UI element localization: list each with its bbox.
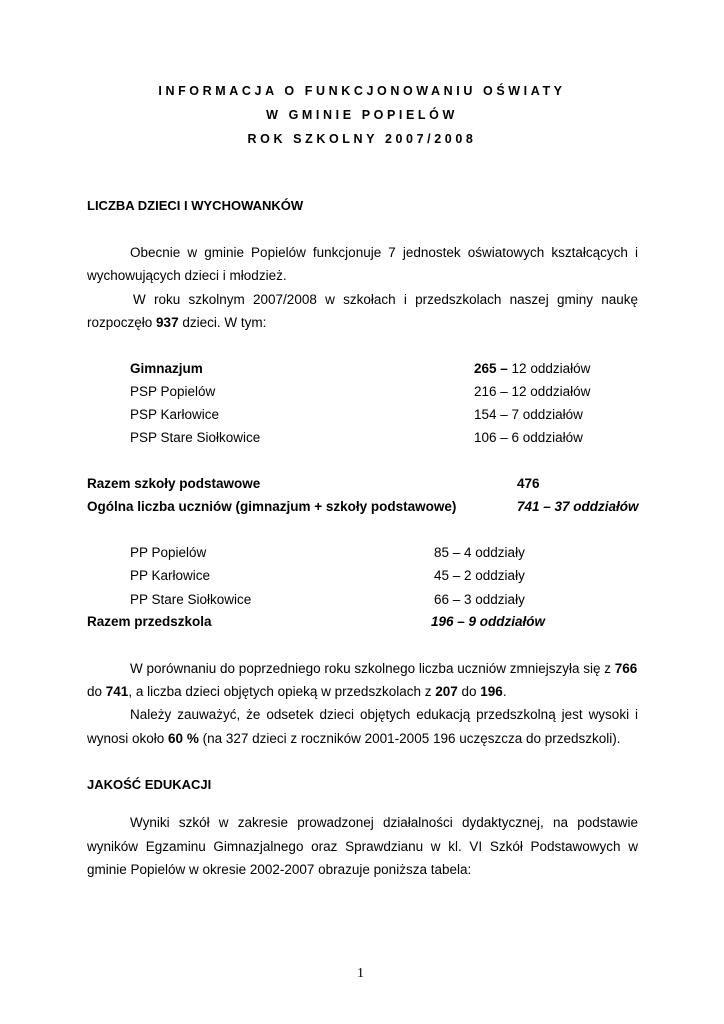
- quality-line-1: Wyniki szkół w zakresie prowadzonej działalności dydaktycznej, na podstawie: [130, 815, 638, 830]
- school-name: PSP Stare Siołkowice: [130, 430, 261, 445]
- paragraph-1-line-2: wychowujących dzieci i młodzież.: [87, 268, 287, 283]
- paragraph-2-line-1: W roku szkolnym 2007/2008 w szkołach i przedszkolach naszej gminy naukę: [133, 292, 638, 307]
- primary-total-label: Razem szkoły podstawowe: [87, 476, 261, 491]
- text-fragment: , a liczba dzieci objętych opieką w przedszkolach z: [128, 684, 436, 699]
- preschool-name: PP Karłowice: [130, 568, 211, 583]
- school-name: PSP Popielów: [130, 384, 216, 399]
- school-classes: 154 – 7 oddziałów: [474, 407, 583, 422]
- preschool-total-label: Razem przedszkola: [87, 614, 212, 629]
- current-preschool-value: 196: [480, 684, 503, 699]
- overall-total-label: Ogólna liczba uczniów (gimnazjum + szkoły podstawowe): [87, 499, 457, 514]
- page-number: 1: [357, 966, 364, 981]
- text-fragment: (na 327 dzieci z roczników 2001-2005 196 uczęszcza do przedszkoli).: [198, 731, 621, 746]
- school-classes: 216 – 12 oddziałów: [474, 384, 591, 399]
- total-children-value: 937: [156, 315, 179, 330]
- school-count: [474, 361, 590, 376]
- current-students-value: 741: [105, 684, 129, 699]
- preschool-value: 45 – 2 oddziały: [434, 568, 525, 583]
- text-fragment: wynosi około: [87, 731, 169, 746]
- overall-total-value: 741 – 37 oddziałów: [517, 499, 639, 514]
- comparison-line-2: [87, 684, 507, 699]
- school-name: Gimnazjum: [130, 361, 203, 376]
- preschool-name: PP Popielów: [130, 545, 207, 560]
- previous-students-value: 766: [614, 661, 638, 676]
- section-heading-quality: JAKOŚĆ EDUKACJI: [87, 777, 212, 792]
- text-fragment: .: [502, 684, 507, 699]
- school-classes: 12 oddziałów: [507, 361, 591, 376]
- school-count-value: 265 –: [474, 361, 508, 376]
- paragraph-1-line-1: Obecnie w gminie Popielów funkcjonuje 7 jednostek oświatowych kształcących i: [130, 245, 638, 260]
- title-line-1: INFORMACJA O FUNKCJONOWANIU OŚWIATY: [158, 84, 566, 98]
- primary-total-value: 476: [517, 476, 540, 491]
- quality-line-3: gminie Popielów w okresie 2002-2007 obrazuje poniższa tabela:: [87, 862, 472, 877]
- preschool-name: PP Stare Siołkowice: [130, 592, 252, 607]
- comparison-line-4: [87, 731, 621, 746]
- school-name: PSP Karłowice: [130, 407, 220, 422]
- section-heading-children: LICZBA DZIECI I WYCHOWANKÓW: [87, 198, 304, 213]
- comparison-line-1: [130, 661, 637, 676]
- preschool-percentage-value: 60 %: [168, 731, 199, 746]
- quality-line-2: wyników Egzaminu Gimnazjalnego oraz Sprawdzianu w kl. VI Szkół Podstawowych w: [87, 839, 638, 854]
- preschool-value: 85 – 4 oddziały: [434, 545, 525, 560]
- text-fragment: W porównaniu do poprzedniego roku szkolnego liczba uczniów zmniejszyła się z: [130, 661, 615, 676]
- title-line-3: ROK SZKOLNY 2007/2008: [247, 132, 477, 146]
- paragraph-2-line-2: [87, 315, 266, 330]
- text-fragment: dzieci. W tym:: [178, 315, 267, 330]
- text-fragment: do: [87, 684, 106, 699]
- preschool-total-value: 196 – 9 oddziałów: [431, 614, 546, 629]
- school-classes: 106 – 6 oddziałów: [474, 430, 583, 445]
- text-fragment: rozpoczęło: [87, 315, 157, 330]
- comparison-line-3: Należy zauważyć, że odsetek dzieci objętych edukacją przedszkolną jest wysoki i: [130, 707, 638, 722]
- text-fragment: do: [457, 684, 481, 699]
- preschool-value: 66 – 3 oddziały: [434, 592, 525, 607]
- title-line-2: W GMINIE POPIELÓW: [266, 108, 458, 122]
- previous-preschool-value: 207: [435, 684, 458, 699]
